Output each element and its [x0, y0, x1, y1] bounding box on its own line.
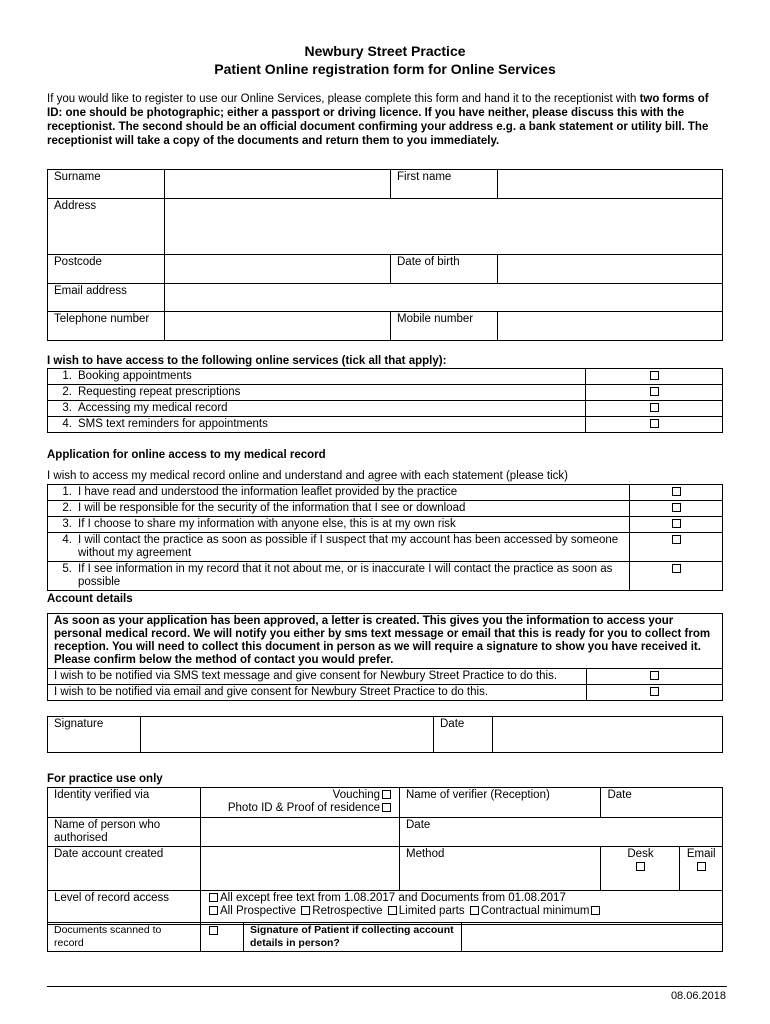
- record-checkbox[interactable]: [672, 519, 681, 528]
- photo-id-checkbox[interactable]: [382, 803, 391, 812]
- verifier-label: Name of verifier (Reception): [400, 788, 601, 818]
- intro-plain: If you would like to register to use our Online Services, please complete this form and hand it to the receptionist with: [47, 93, 637, 105]
- scanned-label: Documents scanned to record: [48, 923, 201, 952]
- record-intro: I wish to access my medical record online and understand and agree with each statement (please tick): [47, 470, 568, 482]
- services-heading: I wish to have access to the following online services (tick all that apply):: [47, 355, 447, 367]
- identity-label: Identity verified via: [48, 788, 201, 818]
- mobile-field[interactable]: [498, 312, 723, 341]
- sig-collect-label: Signature of Patient if collecting account details in person?: [244, 923, 462, 952]
- level-retrospective-checkbox[interactable]: [301, 906, 310, 915]
- service-checkbox[interactable]: [650, 387, 659, 396]
- email-label: Email address: [48, 284, 165, 312]
- surname-field[interactable]: [165, 170, 391, 199]
- desk-option: [601, 847, 680, 891]
- level-limited-checkbox[interactable]: [388, 906, 397, 915]
- level-contractual-box[interactable]: [591, 906, 600, 915]
- email-field[interactable]: [165, 284, 723, 312]
- postcode-field[interactable]: [165, 255, 391, 284]
- sig-collect-field[interactable]: [462, 923, 723, 952]
- level-opt1-label: All except free text from 1.08.2017 and Documents from 01.08.2017: [220, 892, 566, 904]
- level-prospective-label: All Prospective: [220, 905, 297, 917]
- vouching-checkbox[interactable]: [382, 790, 391, 799]
- service-item-label: Accessing my medical record: [78, 402, 228, 414]
- level-retrospective-label: Retrospective: [312, 905, 383, 917]
- record-item-label: If I choose to share my information with anyone else, this is at my own risk: [78, 518, 456, 530]
- sms-consent-label: I wish to be notified via SMS text message and give consent for Newbury Street Practice to do this.: [48, 669, 587, 685]
- service-item-label: SMS text reminders for appointments: [78, 418, 268, 430]
- level-options: [201, 891, 723, 925]
- dob-field[interactable]: [498, 255, 723, 284]
- footer-divider: [47, 986, 727, 987]
- record-checkbox[interactable]: [672, 535, 681, 544]
- authorised-field[interactable]: [201, 818, 400, 847]
- record-table: [47, 484, 723, 591]
- list-number: 3.: [62, 402, 72, 414]
- list-number: 1.: [62, 370, 72, 382]
- email-consent-label: I wish to be notified via email and give consent for Newbury Street Practice to do this.: [48, 685, 587, 701]
- record-checkbox[interactable]: [672, 487, 681, 496]
- services-table: [47, 368, 723, 433]
- signature-field[interactable]: [141, 717, 434, 753]
- telephone-field[interactable]: [165, 312, 391, 341]
- desk-checkbox[interactable]: [636, 862, 645, 871]
- first-name-field[interactable]: [498, 170, 723, 199]
- scanned-checkbox[interactable]: [209, 926, 218, 935]
- list-number: 1.: [62, 486, 72, 498]
- service-item-label: Requesting repeat prescriptions: [78, 386, 241, 398]
- level-limited-label: Limited parts: [398, 905, 465, 917]
- level-contractual-label: Contractual minimum: [480, 905, 590, 917]
- photo-id-label: Photo ID & Proof of residence: [227, 802, 380, 814]
- record-checkbox[interactable]: [672, 564, 681, 573]
- list-number: 4.: [62, 534, 72, 546]
- level-prospective-checkbox[interactable]: [209, 906, 218, 915]
- first-name-label: First name: [391, 170, 498, 199]
- record-checkbox[interactable]: [672, 503, 681, 512]
- level-contractual-checkbox[interactable]: [470, 906, 479, 915]
- date-label: Date: [434, 717, 493, 753]
- form-title: Patient Online registration form for Online Services: [214, 61, 556, 77]
- record-item-label: If I see information in my record that it not about me, or is inaccurate I will contact the practice as soon as possible: [78, 563, 613, 588]
- address-label: Address: [48, 199, 165, 255]
- record-item-label: I will contact the practice as soon as possible if I suspect that my account has been accessed by someone without my agreement: [78, 534, 619, 559]
- practice-table: [47, 787, 723, 925]
- authorised-label: Name of person who authorised: [48, 818, 201, 847]
- service-item-label: Booking appointments: [78, 370, 192, 382]
- service-checkbox[interactable]: [650, 403, 659, 412]
- intro-text: [47, 92, 727, 148]
- list-number: 4.: [62, 418, 72, 430]
- date-field[interactable]: [493, 717, 723, 753]
- mobile-label: Mobile number: [391, 312, 498, 341]
- authorised-date-label: Date: [400, 818, 723, 847]
- practice-heading: For practice use only: [47, 773, 163, 785]
- telephone-label: Telephone number: [48, 312, 165, 341]
- footer-date: 08.06.2018: [670, 990, 726, 1002]
- record-item-label: I have read and understood the information leaflet provided by the practice: [78, 486, 458, 498]
- list-number: 2.: [62, 386, 72, 398]
- account-heading: Account details: [47, 593, 133, 605]
- level-opt1-checkbox[interactable]: [209, 893, 218, 902]
- created-field[interactable]: [201, 847, 400, 891]
- created-label: Date account created: [48, 847, 201, 891]
- record-heading: Application for online access to my medical record: [47, 449, 326, 461]
- verifier-date-label: Date: [601, 788, 723, 818]
- surname-label: Surname: [48, 170, 165, 199]
- intro-bold: two forms of ID: one should be photographic; either a passport or driving licence. If you have neither, please discuss this with the receptionist. The second should be an official document confirming your address e.g. a bank statement or utility bill. The receptionist will take a copy of the documents and return them to you immediately.: [47, 93, 709, 147]
- identity-options: [201, 788, 400, 818]
- record-item-label: I will be responsible for the security of the information that I see or download: [78, 502, 466, 514]
- address-field[interactable]: [165, 199, 723, 255]
- list-number: 2.: [62, 502, 72, 514]
- email-checkbox[interactable]: [650, 687, 659, 696]
- dob-label: Date of birth: [391, 255, 498, 284]
- account-table: [47, 613, 723, 701]
- email-option: [680, 847, 723, 891]
- level-label: Level of record access: [48, 891, 201, 925]
- signature-label: Signature: [48, 717, 141, 753]
- list-number: 3.: [62, 518, 72, 530]
- signature-table: [47, 716, 723, 753]
- service-checkbox[interactable]: [650, 371, 659, 380]
- list-number: 5.: [62, 563, 72, 575]
- email-method-label: Email: [686, 848, 716, 860]
- desk-label: Desk: [627, 848, 654, 860]
- service-checkbox[interactable]: [650, 419, 659, 428]
- postcode-label: Postcode: [48, 255, 165, 284]
- practice-title: Newbury Street Practice: [304, 43, 466, 59]
- scanned-table: [47, 922, 723, 952]
- personal-details-table: [47, 169, 723, 341]
- method-label: Method: [400, 847, 601, 891]
- account-notice: As soon as your application has been approved, a letter is created. This gives you the information to access your personal medical record. We will notify you either by sms text message or email that this is ready for you to collect from reception. You will need to collect this document in person as we will require a signature to show you have received it. Please confirm below the method of contact you would prefer.: [48, 614, 723, 669]
- sms-checkbox[interactable]: [650, 671, 659, 680]
- vouching-label: Vouching: [332, 789, 380, 801]
- email-method-checkbox[interactable]: [697, 862, 706, 871]
